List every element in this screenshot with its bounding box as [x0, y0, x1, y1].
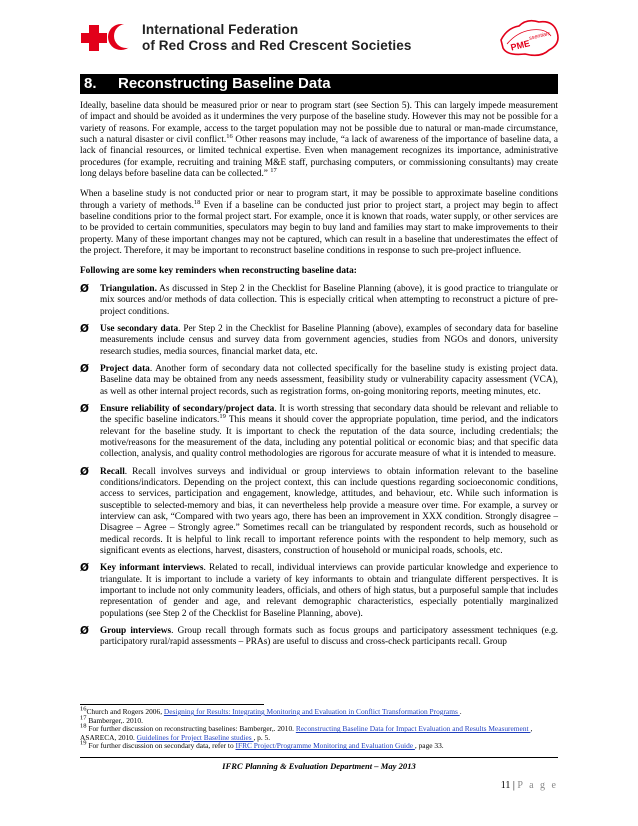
bullet-term: Project data — [100, 363, 150, 374]
footnote-link[interactable]: Designing for Results: Integrating Monitoring and Evaluation in Conflict Transformation Programs — [163, 707, 460, 716]
page-number: 11 | P a g e — [500, 780, 558, 791]
section-heading — [80, 74, 558, 94]
footnotes — [80, 705, 558, 751]
footnote-link[interactable]: Reconstructing Baseline Data for Impact Evaluation and Results Measurement — [295, 724, 531, 734]
footnote-ref[interactable]: 19 — [219, 413, 226, 421]
footnote-ref[interactable]: 17 — [270, 166, 277, 174]
bullet-term: Recall — [100, 466, 125, 477]
bullet-arrow-icon: Ø — [80, 402, 89, 415]
bullet-arrow-icon: Ø — [80, 322, 89, 335]
bullet-term: Ensure reliability of secondary/project data — [100, 403, 275, 414]
red-cross-icon — [80, 24, 108, 52]
list-item: Ø Recall. Recall involves surveys and individual or group interviews to obtain information relevant to the baseline conditions/indicators. Depending on the project context, this can include questions regarding socioeconomic conditions, access to services, participation and engagement, knowledge, attitudes, and behaviour, etc. While such information is susceptible to selected-memory and bias, it can nevertheless help provide a measure over time. For example, a survey or interview can ask, “Compared with two years ago, there has been an improvement in XXX condition. Strongly disagree – Disagree – Agree – Strongly agree.” Sometimes recall can be triangulated by respondent records, such as household or medical records. It is helpful to link recall to important reference points with the respondent to help memory, such as significant events as elections, harvest, disasters, construction of household or municipal roads, schools, etc. — [80, 465, 558, 557]
svg-text:PME: PME — [509, 38, 531, 53]
footer-rule — [80, 757, 558, 758]
bullet-term: Use secondary data — [100, 323, 179, 334]
list-item: Ø Key informant interviews. Related to recall, individual interviews can provide particular knowledge and experience to triangulate. It is important to include a variety of key informants to obtain and triangulate different perspectives. It is important to include not only community leaders, officials, and others of high status, but a purposeful sample that includes representation of gender and age, and relevant demographic characteristics, especially potentially marginalized populations (see Step 2 of the Checklist for Baseline Planning, above). — [80, 562, 559, 619]
paragraph: When a baseline study is not conducted prior or near to program start, it may be possible to approximate baseline conditions through a variety of methods.$^{18}$ Even if a baseline can be conducted just prior to project start, a project may begin to affect baseline conditions prior to the formal project start. For example, once it is known that roads, water supply, or other services are to be provided to certain communities, speculators may begin to buy land and families may start to make improvements to their property. Many of these important changes may not be captured, which can result in a baseline that underestimates the effect of the project. Therefore, it may be important to reconstruct baseline conditions in response to such pre-project influence. — [80, 189, 559, 257]
section-number: 8. — [84, 75, 97, 92]
body-text — [80, 101, 558, 655]
footnote-link[interactable]: IFRC Project/Programme Monitoring and Evaluation Guide — [235, 741, 415, 751]
footnote-ref[interactable]: 16 — [226, 132, 233, 140]
bullet-arrow-icon: Ø — [80, 362, 89, 375]
footnote: ASARECA, 2010. Guidelines for Project Baseline studies , p. 5. — [80, 732, 271, 742]
list-item: Ø Triangulation. As discussed in Step 2 in the Checklist for Baseline Planning (above), it is good practice to triangulate or mix sources and/or methods of data collection. This is especially critical when attempting to reconstruct a picture of pre-project conditions. — [80, 282, 558, 317]
list-lead: Following are some key reminders when reconstructing baseline data: — [80, 266, 357, 277]
svg-text:ssentials: ssentials — [528, 30, 551, 42]
bullet-term: Group interviews — [100, 626, 172, 637]
footnote: $^{18}$ For further discussion on reconstructing baselines: Bamberger,. 2010. Reconstructing Baseline Data for Impact Evaluation and Results Measurement , — [80, 722, 533, 734]
section-title: Reconstructing Baseline Data — [118, 75, 331, 92]
bullet-term: Key informant interviews — [100, 563, 204, 574]
bullet-arrow-icon: Ø — [80, 562, 89, 575]
paragraph: Ideally, baseline data should be measured prior or near to program start (see Section 5). This can largely impede measurement of impact and should be avoided as it undermines the very purpose of the baseline study. However this may not be possible for a variety of reasons. For example, access to the target population may not be possible due to natural or man-made circumstance, such a natural disaster or civil conflict.$^{16}$ Other reasons may include, “a lack of awareness of the importance of baseline data, a lack of financial resources, or limited technical expertise. Even when management recognizes its importance, administrative procedures (for example, recruiting and training M&E staff, purchasing computers, or commissioning consultants) may create long delays before baseline data can be collected.” $^{17}$ — [80, 101, 558, 180]
list-item: Ø Project data. Another form of secondary data not collected specifically for the baseline study is existing project data. Baseline data may be obtained from any needs assessment, feasibility study or vulnerability capacity assessment (VCA), as well as other internal project records, such as registration forms, on-going monitoring reports, meeting minutes, etc. — [80, 362, 559, 397]
bullet-arrow-icon: Ø — [80, 282, 89, 295]
bullet-arrow-icon: Ø — [80, 465, 89, 478]
footnote-ref[interactable]: 18 — [193, 198, 201, 206]
bullet-arrow-icon: Ø — [80, 625, 89, 638]
footnote: $^{19}$ For further discussion on secondary data, refer to IFRC Project/Programme Monitoring and Evaluation Guide , page 33. — [80, 739, 444, 751]
pme-essentials-stamp — [497, 14, 561, 60]
org-name-line2: of Red Cross and Red Crescent Societies — [142, 38, 412, 53]
footnote: $^{16}$Church and Rogers 2006, Designing for Results: Integrating Monitoring and Evaluation in Conflict Transformation Programs . — [80, 705, 462, 716]
footnote-separator — [80, 704, 264, 705]
footnote: $^{17}$ Bamberger,. 2010. — [80, 714, 143, 725]
list-item: Ø Ensure reliability of secondary/project data. It is worth stressing that secondary data should be relevant and reliable to the specific baseline indicators.$^{19}$ This means it should cover the appropriate population, time period, and the indicators relevant for the baseline study. It is important to check the reputation of the data source, including credentials; the motive/reasons for the measurement of the data, including any potential political or economic bias; and that specific data collection, analysis, and quality control methodologies are rigorous for accurate measure of what it is intended to measure. — [80, 402, 558, 460]
org-name-line1: International Federation — [142, 22, 299, 37]
list-item: Ø Use secondary data. Per Step 2 in the Checklist for Baseline Planning (above), examples of secondary data for baseline measurements include census and survey data from government agencies, studies from NGOs and donors, university research studies, media sources, financial market data, etc. — [80, 322, 558, 357]
bullet-term: Triangulation. — [100, 283, 157, 294]
footer-department: IFRC Planning & Evaluation Department – May 2013 — [222, 761, 416, 771]
footnote-link[interactable]: Guidelines for Project Baseline studies — [136, 732, 254, 742]
list-item: Ø Group interviews. Group recall through formats such as focus groups and participatory assessment techniques (e.g. participatory rural/rapid assessments – PRAs) are useful to discuss and cross-check participants recall. Group — [80, 625, 559, 648]
